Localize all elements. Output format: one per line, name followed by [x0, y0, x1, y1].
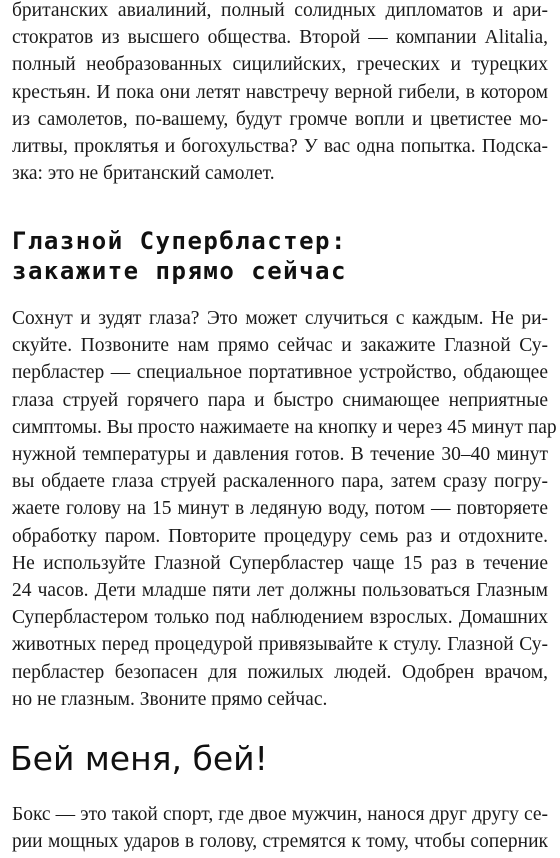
- text-line: литвы, проклятья и богохульства? У вас одна попытка. Подска-: [12, 136, 548, 158]
- text-line: скуйте. Позвоните нам прямо сейчас и закажите Глазной Су-: [12, 335, 548, 357]
- text-line: пербластер — специальное портативное устройство, обдающее: [12, 362, 548, 384]
- text-line: Супербластером только под наблюдением взрослых. Домашних: [12, 607, 548, 629]
- text-line: Бокс — это такой спорт, где двое мужчин, нанося друг другу се-: [12, 804, 548, 825]
- text-line: нужной температуры и давления готов. В течение 30–40 минут: [12, 444, 548, 466]
- chapter-title-box: Бей меня, бей!: [10, 739, 268, 778]
- paragraph-top: [12, 0, 548, 187]
- text-line: жаете голову на 15 минут в ледяную воду, потом — повторяете: [12, 498, 548, 520]
- text-line: Сохнут и зудят глаза? Это может случиться с каждым. Не ри-: [12, 308, 548, 329]
- text-line: рии мощных ударов в голову, стремятся к тому, чтобы соперник: [12, 831, 548, 853]
- text-line: вы обдаете глаза струей раскаленного пара, затем сразу погру-: [12, 471, 548, 493]
- text-line: пербластер безопасен для пожилых людей. Одобрен врачом,: [12, 661, 548, 683]
- text-line: британских авиалиний, полный солидных дипломатов и ари-: [12, 0, 548, 21]
- text-line: Не используйте Глазной Супербластер чаще 15 раз в течение: [12, 552, 548, 574]
- text-line: стократов из высшего общества. Второй — компании Alitalia,: [12, 27, 548, 49]
- section-heading-eye-superblaster: [12, 226, 347, 286]
- text-line: крестьян. И пока они летят навстречу верной гибели, в котором: [12, 81, 548, 103]
- text-line: полный необразованных сицилийских, греческих и турецких: [12, 54, 548, 76]
- text-line: 24 часов. Дети младше пяти лет должны пользоваться Глазным: [12, 580, 548, 602]
- text-line: животных перед процедурой привязывайте к стулу. Глазной Су-: [12, 634, 548, 656]
- paragraph-boxing: [12, 801, 548, 855]
- paragraph-eye-superblaster: [12, 305, 557, 713]
- heading-line: Глазной Супербластер:: [12, 227, 347, 255]
- text-line: обработку паром. Повторите процедуру семь раз и отдохните.: [12, 525, 548, 547]
- text-line: симптомы. Вы просто нажимаете на кнопку и через 45 минут пар: [12, 416, 557, 438]
- text-line: из самолетов, по-вашему, будут громче вопли и цветистее мо-: [12, 108, 548, 130]
- heading-line: закажите прямо сейчас: [12, 257, 347, 285]
- text-line: но не глазным. Звоните прямо сейчас.: [12, 688, 328, 710]
- text-line: зка: это не британский самолет.: [12, 163, 275, 185]
- text-line: глаза струей горячего пара и быстро снимающее неприятные: [12, 389, 548, 411]
